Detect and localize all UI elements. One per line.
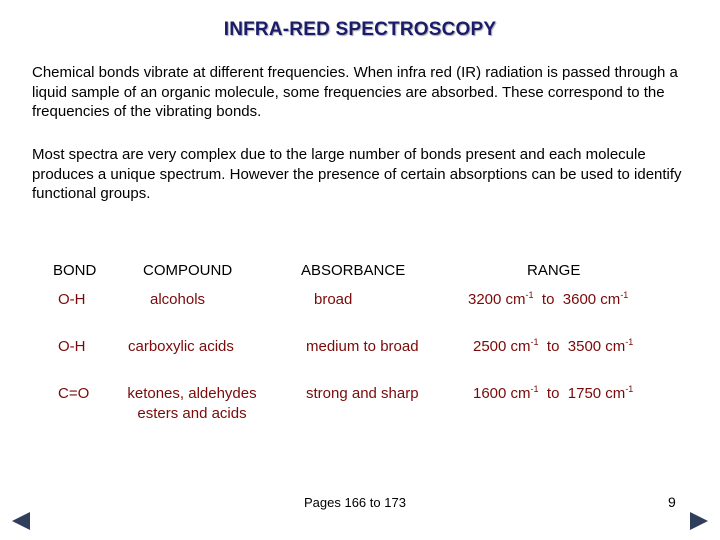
header-bond: BOND	[53, 262, 97, 279]
next-slide-button[interactable]	[688, 510, 710, 532]
range-high: 1750 cm	[567, 385, 626, 402]
range-to: to	[546, 385, 560, 402]
range-low-exponent: -1	[530, 337, 539, 347]
range-low: 1600 cm	[473, 385, 531, 402]
range-cell	[468, 290, 628, 310]
header-compound: COMPOUND	[143, 262, 233, 279]
absorbance-cell: medium to broad	[306, 338, 419, 355]
previous-slide-button[interactable]	[10, 510, 32, 532]
range-high: 3600 cm	[562, 291, 621, 308]
range-high-exponent: -1	[625, 337, 634, 347]
bond-cell: O-H	[58, 338, 86, 355]
compound-line-2: esters and acids	[137, 404, 247, 422]
absorbance-cell: broad	[314, 291, 353, 308]
intro-paragraph: Chemical bonds vibrate at different frequencies. When infra red (IR) radiation is passed through a liquid sample of an organic molecule, some frequencies are absorbed. These correspond to the frequencies of the vibrating bonds.	[32, 64, 678, 120]
range-high: 3500 cm	[567, 338, 626, 355]
compound-cell: carboxylic acids	[128, 338, 234, 355]
triangle-right-icon	[688, 510, 710, 532]
header-range: RANGE	[527, 262, 581, 279]
range-cell	[473, 337, 633, 357]
range-low: 2500 cm	[473, 338, 531, 355]
range-high-exponent: -1	[620, 290, 629, 300]
compound-line-1: ketones, aldehydes	[127, 385, 257, 402]
range-to: to	[541, 291, 555, 308]
slide-title: INFRA-RED SPECTROSCOPY	[223, 19, 497, 40]
triangle-left-icon	[10, 510, 32, 532]
bond-cell: C=O	[58, 385, 90, 402]
page-number: 9	[668, 494, 676, 510]
range-low-exponent: -1	[530, 384, 539, 394]
absorbance-cell: strong and sharp	[306, 385, 419, 402]
page-reference: Pages 166 to 173	[304, 495, 406, 510]
compound-cell	[113, 384, 271, 423]
bond-cell: O-H	[58, 291, 86, 308]
spectra-paragraph: Most spectra are very complex due to the large number of bonds present and each molecule produces a unique spectrum. However the presence of certain absorptions can be used to identify functional groups.	[32, 146, 682, 202]
range-high-exponent: -1	[625, 384, 634, 394]
range-low-exponent: -1	[525, 290, 534, 300]
compound-cell: alcohols	[150, 291, 206, 308]
range-to: to	[546, 338, 560, 355]
range-cell	[473, 384, 633, 404]
header-absorbance: ABSORBANCE	[301, 262, 406, 279]
range-low: 3200 cm	[468, 291, 526, 308]
